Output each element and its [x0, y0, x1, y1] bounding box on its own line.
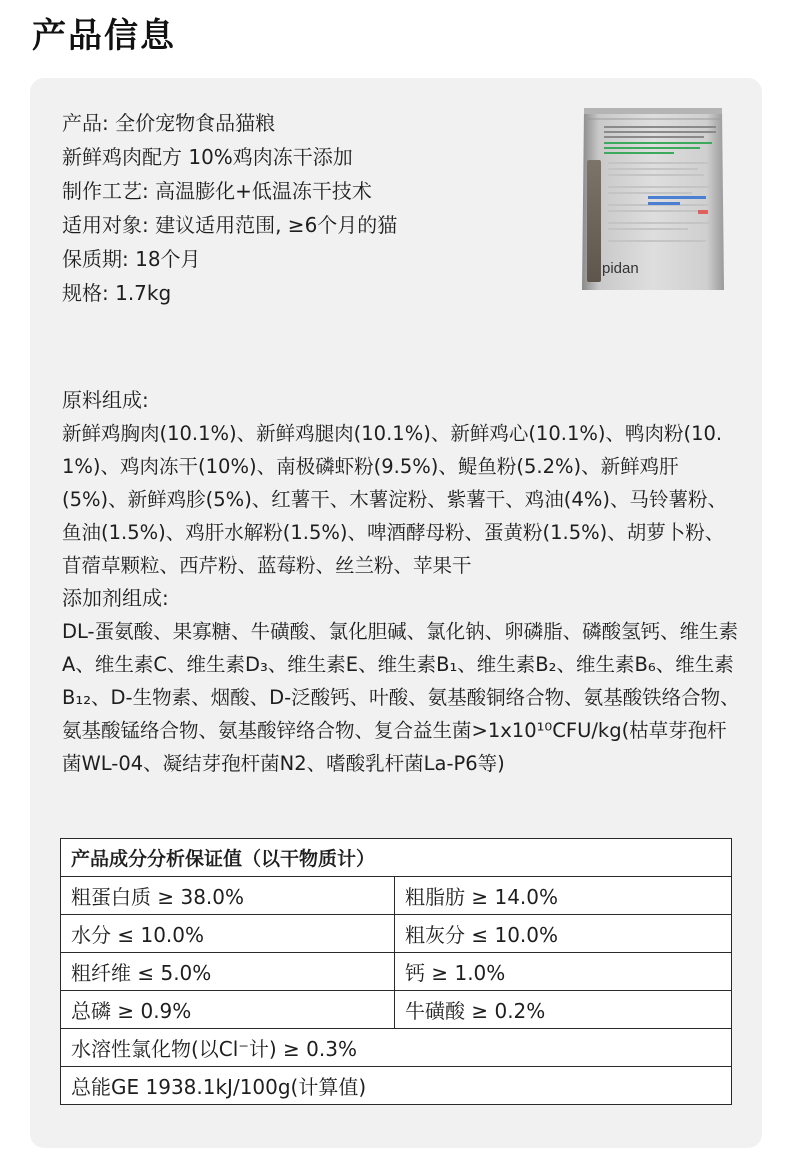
page-title: 产品信息 — [32, 16, 176, 56]
additives-text: DL-蛋氨酸、果寡糖、牛磺酸、氯化胆碱、氯化钠、卵磷脂、磷酸氢钙、维生素A、维生素C、维生素D₃、维生素E、维生素B₁、维生素B₂、维生素B₆、维生素B₁₂、D-生物素、烟酸、D-泛酸钙、叶酸、氨基酸铜络合物、氨基酸铁络合物、氨基酸锰络合物、氨基酸锌络合物、复合益生菌>1x10¹⁰CFU/kg(枯草芽孢杆菌WL-04、凝结芽孢杆菌N2、嗜酸乳杆菌La-P6等) — [62, 620, 740, 775]
table-cell: 总磷 ≥ 0.9% — [61, 991, 395, 1029]
table-cell: 粗纤维 ≤ 5.0% — [61, 953, 395, 991]
product-bag-image — [578, 106, 728, 298]
table-row — [61, 1029, 732, 1067]
product-recipe: 新鲜鸡肉配方 10%鸡肉冻干添加 — [62, 145, 353, 169]
table-row — [61, 1067, 732, 1105]
product-info-card — [30, 78, 762, 1148]
ingredients-section — [62, 384, 742, 780]
ingredients-text: 新鲜鸡胸肉(10.1%)、新鲜鸡腿肉(10.1%)、新鲜鸡心(10.1%)、鸭肉粉(10.1%)、鸡肉冻干(10%)、南极磷虾粉(9.5%)、鳀鱼粉(5.2%)、新鲜鸡肝(5%)、新鲜鸡胗(5%)、红薯干、木薯淀粉、紫薯干、鸡油(4%)、马铃薯粉、鱼油(1.5%)、鸡肝水解粉(1.5%)、啤酒酵母粉、蛋黄粉(1.5%)、胡萝卜粉、苜蓿草颗粒、西芹粉、蓝莓粉、丝兰粉、苹果干 — [62, 422, 727, 577]
product-name: 产品: 全价宠物食品猫粮 — [62, 111, 276, 135]
svg-text:pidan: pidan — [602, 260, 639, 277]
guaranteed-analysis-table — [60, 838, 732, 1105]
shelf-life: 保质期: 18个月 — [62, 247, 201, 271]
package-spec: 规格: 1.7kg — [62, 281, 172, 305]
table-cell: 水分 ≤ 10.0% — [61, 915, 395, 953]
table-header-row — [61, 839, 732, 877]
table-row — [61, 953, 732, 991]
additives-heading: 添加剂组成: — [62, 586, 169, 610]
table-cell: 粗脂肪 ≥ 14.0% — [395, 877, 732, 915]
table-cell: 牛磺酸 ≥ 0.2% — [395, 991, 732, 1029]
table-row — [61, 915, 732, 953]
product-info-list — [62, 106, 397, 310]
table-title: 产品成分分析保证值（以干物质计） — [61, 839, 732, 877]
table-cell: 粗蛋白质 ≥ 38.0% — [61, 877, 395, 915]
target-audience: 适用对象: 建议适用范围, ≥6个月的猫 — [62, 213, 398, 237]
production-process: 制作工艺: 高温膨化+低温冻干技术 — [62, 179, 372, 203]
table-row — [61, 991, 732, 1029]
ingredients-heading: 原料组成: — [62, 388, 149, 412]
table-cell-full: 总能GE 1938.1kJ/100g(计算值) — [61, 1067, 732, 1105]
table-cell: 粗灰分 ≤ 10.0% — [395, 915, 732, 953]
table-row — [61, 877, 732, 915]
table-cell: 钙 ≥ 1.0% — [395, 953, 732, 991]
table-cell-full: 水溶性氯化物(以Cl⁻计) ≥ 0.3% — [61, 1029, 732, 1067]
